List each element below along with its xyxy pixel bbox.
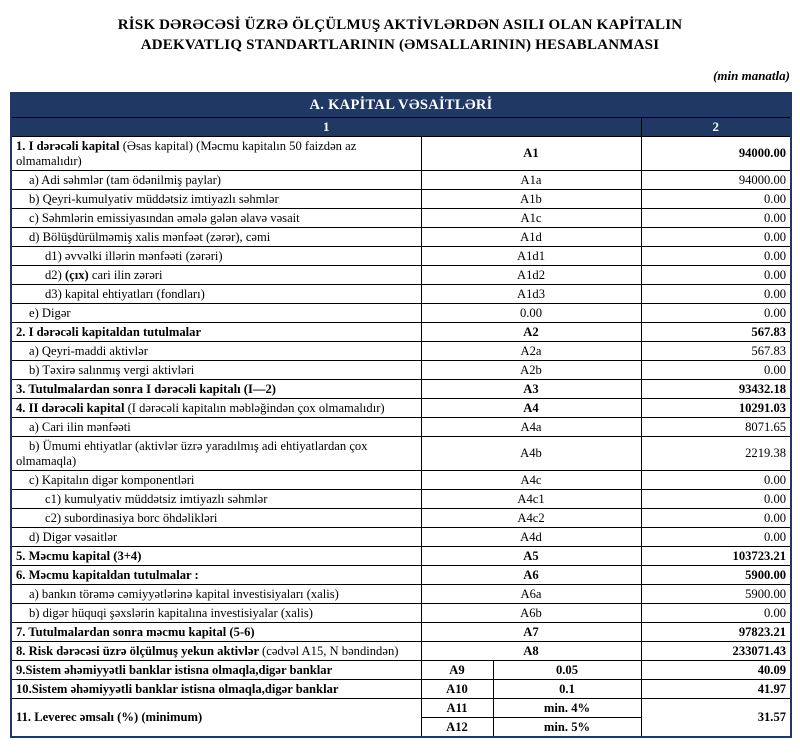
table-row [11, 342, 791, 361]
table-row [11, 623, 791, 642]
row-label-text: a) Adi səhmlər (tam ödənilmiş paylar) [29, 172, 221, 187]
row-code: A6 [421, 566, 641, 585]
row-label-text: (çıx) [64, 267, 89, 282]
row-label-text: cari ilin zərəri [88, 267, 163, 282]
row-label-text: d2) [45, 267, 65, 282]
row-value: 0.00 [641, 471, 791, 490]
row-code: A1 [421, 137, 641, 171]
section-header: A. KAPİTAL VƏSAİTLƏRİ [11, 93, 791, 118]
row-label-text: 6. Məcmu kapitaldan tutulmalar : [16, 567, 199, 582]
row-label-text: a) Qeyri-maddi aktivlər [29, 343, 148, 358]
table-row [11, 699, 791, 718]
row-label [11, 380, 421, 399]
row-label-text: d) Digər vəsaitlər [29, 529, 118, 544]
row-value: 233071.43 [641, 642, 791, 661]
row-label [11, 304, 421, 323]
row-value: 5900.00 [641, 566, 791, 585]
row-code: A4a [421, 418, 641, 437]
row-value: 41.97 [641, 680, 791, 699]
row-code: A2b [421, 361, 641, 380]
row-value: 0.00 [641, 361, 791, 380]
row-value: 0.00 [641, 509, 791, 528]
row-label [11, 228, 421, 247]
row-label-text: 9.Sistem əhəmiyyətli banklar istisna olmaqla,digər banklar [16, 662, 333, 677]
row-value: 0.00 [641, 304, 791, 323]
row-label-text: b) Ümumi ehtiyatlar (aktivlər üzrə yaradılmış adi ehtiyatlardan çox olmamaqla) [16, 438, 368, 468]
row-label [11, 509, 421, 528]
row-value: 103723.21 [641, 547, 791, 566]
row-label [11, 566, 421, 585]
row-label [11, 547, 421, 566]
capital-table [10, 92, 792, 738]
row-value: 0.00 [641, 190, 791, 209]
row-min: min. 5% [493, 718, 641, 738]
row-code: A4 [421, 399, 641, 418]
row-code: A1c [421, 209, 641, 228]
row-label [11, 623, 421, 642]
row-code: A4c2 [421, 509, 641, 528]
row-label [11, 342, 421, 361]
row-code: A7 [421, 623, 641, 642]
row-value: 0.00 [641, 266, 791, 285]
row-code: A4b [421, 437, 641, 471]
row-label [11, 323, 421, 342]
table-row [11, 490, 791, 509]
row-label [11, 209, 421, 228]
row-label [11, 418, 421, 437]
row-label-text: 5. Məcmu kapital (3+4) [16, 548, 142, 563]
row-value: 0.00 [641, 285, 791, 304]
table-row [11, 604, 791, 623]
row-value: 0.00 [641, 490, 791, 509]
table-row [11, 471, 791, 490]
row-code: A4c1 [421, 490, 641, 509]
table-row [11, 247, 791, 266]
table-row [11, 661, 791, 680]
table-row [11, 380, 791, 399]
row-code: A1b [421, 190, 641, 209]
document-title-line2: ADEKVATLIQ STANDARTLARININ (ƏMSALLARININ) HESABLANMASI [140, 37, 660, 53]
row-code: A11 [421, 699, 493, 718]
row-label-text: 7. Tutulmalardan sonra məcmu kapital (5-6) [16, 624, 255, 639]
row-label [11, 190, 421, 209]
section-header-row [11, 93, 791, 118]
column-header-1: 1 [11, 118, 641, 137]
row-label-text: c) Kapitalın digər komponentləri [29, 472, 195, 487]
table-row [11, 304, 791, 323]
row-label-text: (Əsas kapital) (Məcmu kapitalın 50 faizdən az olmamalıdır) [16, 138, 357, 168]
table-row [11, 190, 791, 209]
row-code: A1a [421, 171, 641, 190]
row-label-text: 8. Risk dərəcəsi üzrə ölçülmuş yekun aktivlər [16, 643, 263, 658]
table-row [11, 418, 791, 437]
row-label [11, 471, 421, 490]
table-row [11, 361, 791, 380]
table-row [11, 228, 791, 247]
row-label-text: c2) subordinasiya borc öhdəlikləri [45, 510, 218, 525]
row-min: 0.05 [493, 661, 641, 680]
row-label-text: c) Səhmlərin emissiyasından əmələ gələn əlavə vəsait [29, 210, 300, 225]
row-code: A10 [421, 680, 493, 699]
row-label [11, 247, 421, 266]
row-value: 40.09 [641, 661, 791, 680]
row-label [11, 661, 421, 680]
row-label-text: 4. II dərəcəli kapital [16, 400, 128, 415]
table-row [11, 437, 791, 471]
row-code: A5 [421, 547, 641, 566]
row-value: 567.83 [641, 342, 791, 361]
table-row [11, 509, 791, 528]
table-row [11, 680, 791, 699]
table-row [11, 547, 791, 566]
row-label-text: 11. Leverec əmsalı (%) (minimum) [16, 710, 203, 724]
row-label-text: b) Təxirə salınmış vergi aktivləri [29, 362, 195, 377]
table-row [11, 528, 791, 547]
column-header-2: 2 [641, 118, 791, 137]
row-code: A6b [421, 604, 641, 623]
row-value: 94000.00 [641, 137, 791, 171]
document-title [38, 15, 762, 55]
row-code: A1d2 [421, 266, 641, 285]
row-value: 0.00 [641, 604, 791, 623]
row-code: A2a [421, 342, 641, 361]
row-value: 8071.65 [641, 418, 791, 437]
row-label-text: a) bankın törəmə cəmiyyətlərinə kapital investisiyaları (xalis) [29, 586, 339, 601]
row-value: 5900.00 [641, 585, 791, 604]
table-row [11, 266, 791, 285]
row-value: 93432.18 [641, 380, 791, 399]
document-title-line1: RİSK DƏRƏCƏSİ ÜZRƏ ÖLÇÜLMUŞ AKTİVLƏRDƏN ASILI OLAN KAPİTALIN [117, 17, 683, 33]
row-value: 10291.03 [641, 399, 791, 418]
row-value: 0.00 [641, 228, 791, 247]
row-label [11, 285, 421, 304]
row-label [11, 171, 421, 190]
table-row [11, 137, 791, 171]
row-value: 31.57 [641, 699, 791, 738]
row-label [11, 680, 421, 699]
row-value: 2219.38 [641, 437, 791, 471]
row-label-text: 10.Sistem əhəmiyyətli banklar istisna olmaqla,digər banklar [16, 681, 339, 696]
table-row [11, 323, 791, 342]
row-label [11, 490, 421, 509]
row-label-text: d) Bölüşdürülməmiş xalis mənfəət (zərər), cəmi [29, 229, 271, 244]
row-label-text: a) Cari ilin mənfəəti [29, 419, 131, 434]
table-row [11, 209, 791, 228]
row-code: A4d [421, 528, 641, 547]
row-value: 567.83 [641, 323, 791, 342]
table-row [11, 642, 791, 661]
row-label-text: b) digər hüquqi şəxslərin kapitalına investisiyalar (xalis) [29, 605, 313, 620]
row-label-text: 3. Tutulmalardan sonra I dərəcəli kapitalı (I—2) [16, 381, 276, 396]
unit-note: (min manatla) [713, 68, 790, 83]
row-label [11, 604, 421, 623]
row-min: min. 4% [493, 699, 641, 718]
row-label-text: d3) kapital ehtiyatları (fondları) [45, 286, 205, 301]
row-code: A6a [421, 585, 641, 604]
column-header-row [11, 118, 791, 137]
table-row [11, 585, 791, 604]
row-code: A8 [421, 642, 641, 661]
row-label-text: (I dərəcəli kapitalın məbləğindən çox olmamalıdır) [127, 400, 385, 415]
row-value: 0.00 [641, 209, 791, 228]
row-label [11, 437, 421, 471]
row-code: A3 [421, 380, 641, 399]
table-row [11, 566, 791, 585]
table-row [11, 171, 791, 190]
row-label [11, 585, 421, 604]
row-value: 0.00 [641, 528, 791, 547]
row-label [11, 699, 421, 738]
row-code: A4c [421, 471, 641, 490]
table-row [11, 285, 791, 304]
row-label [11, 642, 421, 661]
row-label [11, 266, 421, 285]
row-label-text: 2. I dərəcəli kapitaldan tutulmalar [16, 324, 202, 339]
row-label [11, 361, 421, 380]
row-code: A9 [421, 661, 493, 680]
row-value: 97823.21 [641, 623, 791, 642]
row-label-text: d1) əvvəlki illərin mənfəəti (zərəri) [45, 248, 223, 263]
row-label [11, 137, 421, 171]
row-code: A1d1 [421, 247, 641, 266]
table-row [11, 399, 791, 418]
row-label-text: (cədvəl A15, N bəndindən) [262, 643, 399, 658]
row-label-text: e) Digər [29, 305, 71, 320]
row-value: 0.00 [641, 247, 791, 266]
row-label-text: b) Qeyri-kumulyativ müddətsiz imtiyazlı səhmlər [29, 191, 279, 206]
row-label-text: 1. I dərəcəli kapital [16, 138, 123, 153]
row-code: A1d [421, 228, 641, 247]
row-label [11, 399, 421, 418]
row-min: 0.1 [493, 680, 641, 699]
table-body [11, 137, 791, 738]
row-code: 0.00 [421, 304, 641, 323]
row-value: 94000.00 [641, 171, 791, 190]
row-code: A1d3 [421, 285, 641, 304]
row-code: A2 [421, 323, 641, 342]
row-code: A12 [421, 718, 493, 738]
row-label [11, 528, 421, 547]
row-label-text: c1) kumulyativ müddətsiz imtiyazlı səhmlər [45, 491, 268, 506]
